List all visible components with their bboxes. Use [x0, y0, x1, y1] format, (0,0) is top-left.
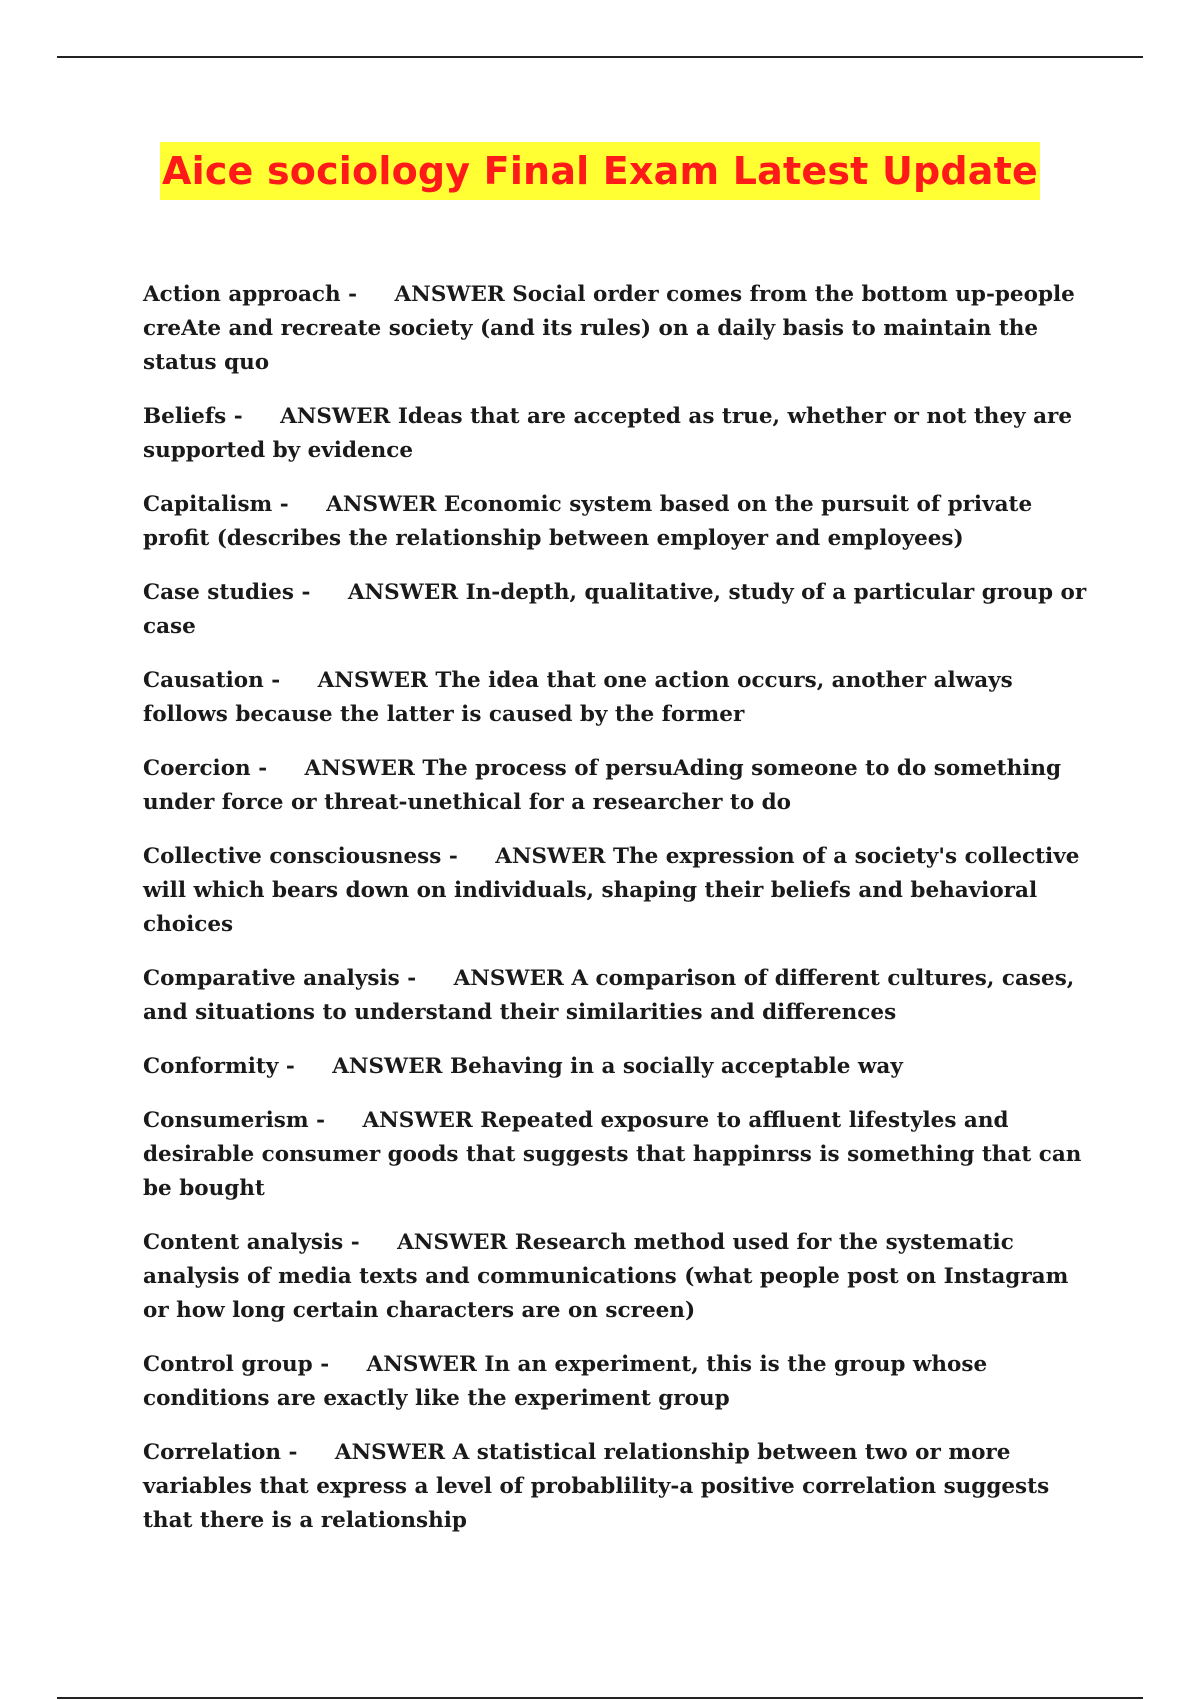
entry-term: Case studies: [143, 580, 294, 605]
answer-prefix: ANSWER: [304, 756, 415, 781]
entry-separator: -: [399, 966, 454, 991]
entry-term: Control group: [143, 1352, 313, 1377]
glossary-entry: [143, 1226, 1093, 1328]
entry-term: Capitalism: [143, 492, 273, 517]
entry-term: Coercion: [143, 756, 251, 781]
entry-answer: Repeated exposure to affluent lifestyles and desirable consumer goods that suggests that happinrss is something that can be bought: [143, 1108, 1082, 1201]
entry-answer: The expression of a society's collective will which bears down on individuals, shaping their beliefs and behavioral choices: [143, 844, 1080, 937]
entry-answer: Social order comes from the bottom up-people creAte and recreate society (and its rules) on a daily basis to maintain the status quo: [143, 282, 1075, 375]
answer-prefix: ANSWER: [362, 1108, 473, 1133]
glossary-entry: [143, 1050, 1093, 1084]
answer-prefix: ANSWER: [334, 1440, 446, 1465]
entry-answer: Ideas that are accepted as true, whether or not they are supported by evidence: [143, 404, 1073, 463]
entry-answer: A comparison of different cultures, cases, and situations to understand their similarities and differences: [143, 966, 1075, 1025]
entry-term: Content analysis: [143, 1230, 344, 1255]
entry-term: Comparative analysis: [143, 966, 400, 991]
glossary-entry: [143, 752, 1093, 820]
title-container: [0, 142, 1200, 200]
entry-term: Conformity: [143, 1054, 279, 1079]
entry-answer: Economic system based on the pursuit of private profit (describes the relationship between employer and employees): [143, 492, 1033, 551]
entry-answer: The idea that one action occurs, another always follows because the latter is caused by the former: [143, 668, 1013, 727]
entry-separator: -: [312, 1352, 367, 1377]
top-rule: [57, 56, 1143, 58]
page-title: Aice sociology Final Exam Latest Update: [160, 142, 1040, 200]
glossary-entry: [143, 1104, 1093, 1206]
entry-separator: -: [280, 1440, 335, 1465]
entry-separator: -: [272, 492, 327, 517]
entry-term: Correlation: [143, 1440, 281, 1465]
answer-prefix: ANSWER: [326, 492, 437, 517]
entry-answer: A statistical relationship between two or more variables that express a level of probablility-a positive correlation suggests that there is a relationship: [143, 1440, 1050, 1533]
glossary-entry: [143, 278, 1093, 380]
entry-term: Causation: [143, 668, 264, 693]
answer-prefix: ANSWER: [317, 668, 428, 693]
entry-term: Beliefs: [143, 404, 227, 429]
glossary-entry: [143, 576, 1093, 644]
answer-prefix: ANSWER: [394, 282, 505, 307]
answer-prefix: ANSWER: [366, 1352, 477, 1377]
glossary-entry: [143, 1348, 1093, 1416]
glossary-entry: [143, 962, 1093, 1030]
glossary-entry: [143, 400, 1093, 468]
entry-separator: -: [226, 404, 281, 429]
glossary-entry: [143, 1436, 1093, 1538]
glossary-entry: [143, 664, 1093, 732]
entry-separator: -: [263, 668, 318, 693]
entry-answer: The process of persuAding someone to do something under force or threat-unethical for a researcher to do: [143, 756, 1062, 815]
glossary-list: [143, 278, 1093, 1558]
entry-separator: -: [293, 580, 348, 605]
answer-prefix: ANSWER: [453, 966, 564, 991]
entry-answer: In-depth, qualitative, study of a particular group or case: [143, 580, 1087, 639]
bottom-rule: [57, 1697, 1143, 1699]
glossary-entry: [143, 840, 1093, 942]
entry-answer: Behaving in a socially acceptable way: [449, 1054, 903, 1079]
entry-separator: -: [441, 844, 496, 869]
entry-separator: -: [343, 1230, 398, 1255]
entry-separator: -: [250, 756, 305, 781]
entry-separator: -: [308, 1108, 363, 1133]
entry-answer: Research method used for the systematic analysis of media texts and communications (what people post on Instagram or how long certain characters are on screen): [143, 1230, 1069, 1323]
entry-term: Collective consciousness: [143, 844, 442, 869]
entry-separator: -: [340, 282, 395, 307]
entry-separator: -: [278, 1054, 333, 1079]
answer-prefix: ANSWER: [280, 404, 391, 429]
answer-prefix: ANSWER: [495, 844, 606, 869]
answer-prefix: ANSWER: [332, 1054, 443, 1079]
entry-answer: In an experiment, this is the group whose conditions are exactly like the experiment group: [143, 1352, 988, 1411]
answer-prefix: ANSWER: [397, 1230, 508, 1255]
glossary-entry: [143, 488, 1093, 556]
answer-prefix: ANSWER: [347, 580, 459, 605]
entry-term: Consumerism: [143, 1108, 309, 1133]
entry-term: Action approach: [143, 282, 341, 307]
